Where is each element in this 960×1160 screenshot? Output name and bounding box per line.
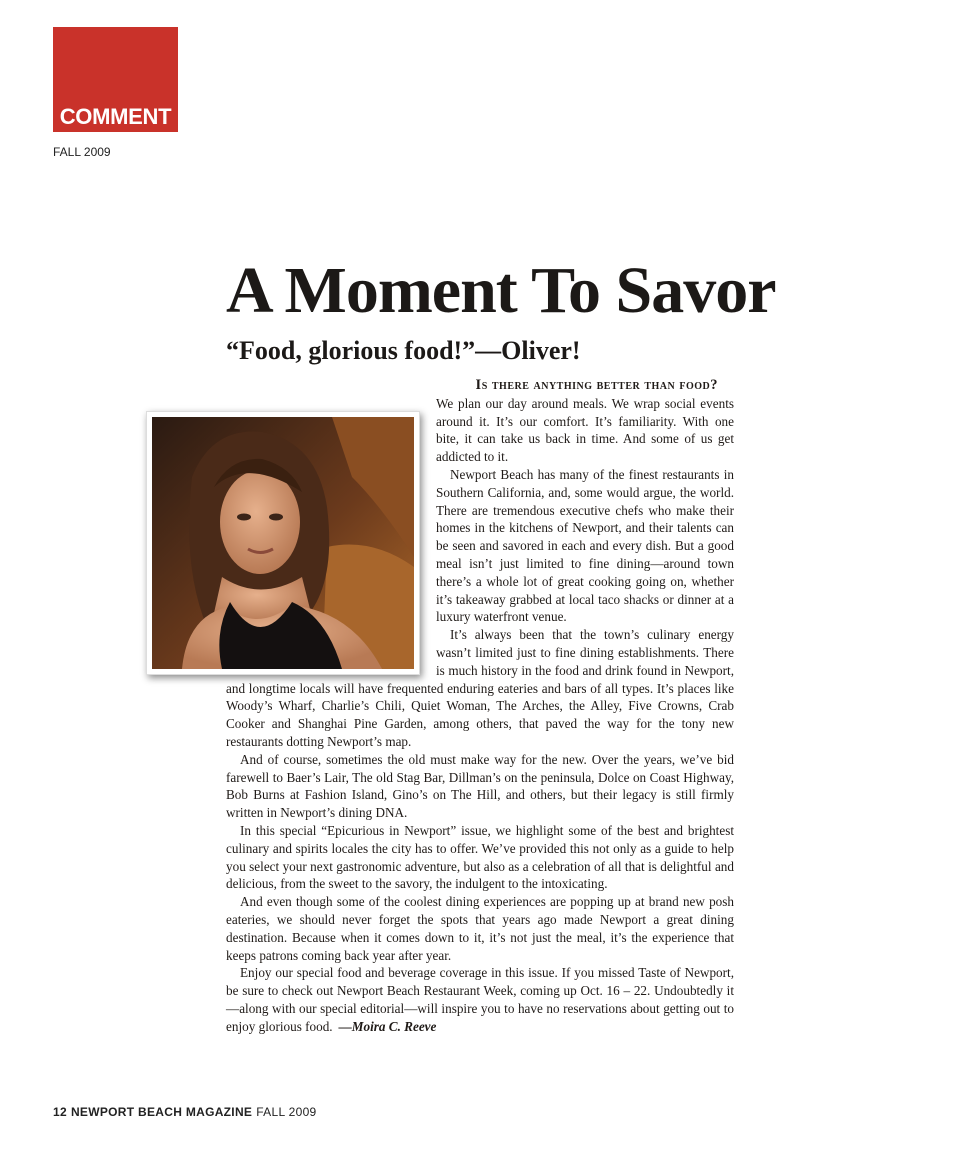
article-lead: Is there anything better than food? — [475, 377, 718, 393]
article-body — [226, 377, 734, 1035]
article-paragraph: And even though some of the coolest dining experiences are popping up at brand new posh eateries, we should never forget the spots that years ago made Newport a great dining destination. Because when it comes down to it, it’s not just the meal, it’s the experience that keeps patrons coming back year after year. — [226, 894, 734, 963]
article-subtitle: “Food, glorious food!”—Oliver! — [226, 336, 581, 365]
issue-date: FALL 2009 — [53, 145, 111, 159]
footer-issue: FALL 2009 — [256, 1105, 317, 1119]
portrait-image — [152, 417, 414, 669]
page-number: 12 — [53, 1105, 67, 1119]
section-tag — [53, 27, 178, 132]
magazine-name: NEWPORT BEACH MAGAZINE — [70, 1105, 253, 1119]
article-paragraph-last — [226, 964, 734, 1035]
article-paragraph: Newport Beach has many of the finest restaurants in Southern California, and, some would argue, the world. There are tremendous executive chefs who make their homes in the kitchens of Newport, and their talents can be seen and savored in each and every dish. But a good meal isn’t just limited to fine dining—around town there’s a whole lot of great cooking going on, whether it’s takeaway grabbed at local taco shacks or dinner at a luxury waterfront venue. — [436, 466, 734, 625]
author-photo — [146, 411, 420, 675]
article-paragraph-text: Enjoy our special food and beverage coverage in this issue. If you missed Taste of Newport, be sure to check out Newport Beach Restaurant Week, coming up Oct. 16 – 22. Undoubtedly it—along with our special editorial—will inspire you to have no reservations about getting out to enjoy glorious food. — [226, 965, 734, 1034]
article-paragraph: It’s always been that the town’s culinary energy wasn’t limited just to fine dining establishments. There is much history in the food and drink found in Newport, and longtime locals will have frequented enduring eateries and bars of all types. It’s places like Woody’s Wharf, Charlie’s Chili, Quiet Woman, The Arches, the Alley, Five Crowns, Crab Cooker and Shanghai Pine Garden, among others, that paved the way for the tony new restaurants dotting Newport’s map. — [226, 627, 734, 749]
article-paragraph: And of course, sometimes the old must make way for the new. Over the years, we’ve bid farewell to Baer’s Lair, The old Stag Bar, Dillman’s on the peninsula, Dolce on Coast Highway, Bob Burns at Fashion Island, Gino’s on The Hill, and others, but their legacy is still firmly written in Newport’s dining DNA. — [226, 751, 734, 821]
author-signature: —Moira C. Reeve — [338, 1018, 437, 1034]
article-paragraph: We plan our day around meals. We wrap social events around it. It’s our comfort. It’s familiarity. With one bite, it can take us back in time. And some of us get addicted to it. — [436, 395, 734, 465]
section-tag-label: COMMENT — [59, 104, 172, 129]
article-title: A Moment To Savor — [226, 254, 776, 327]
page-footer — [53, 1105, 317, 1119]
article-paragraph: In this special “Epicurious in Newport” issue, we highlight some of the best and brightest culinary and spirits locales the city has to offer. We’ve provided this not only as a guide to help you select your next gastronomic adventure, but also as a celebration of all that is delightful and delicious, from the sweet to the savory, the indulgent to the intoxicating. — [226, 822, 734, 892]
